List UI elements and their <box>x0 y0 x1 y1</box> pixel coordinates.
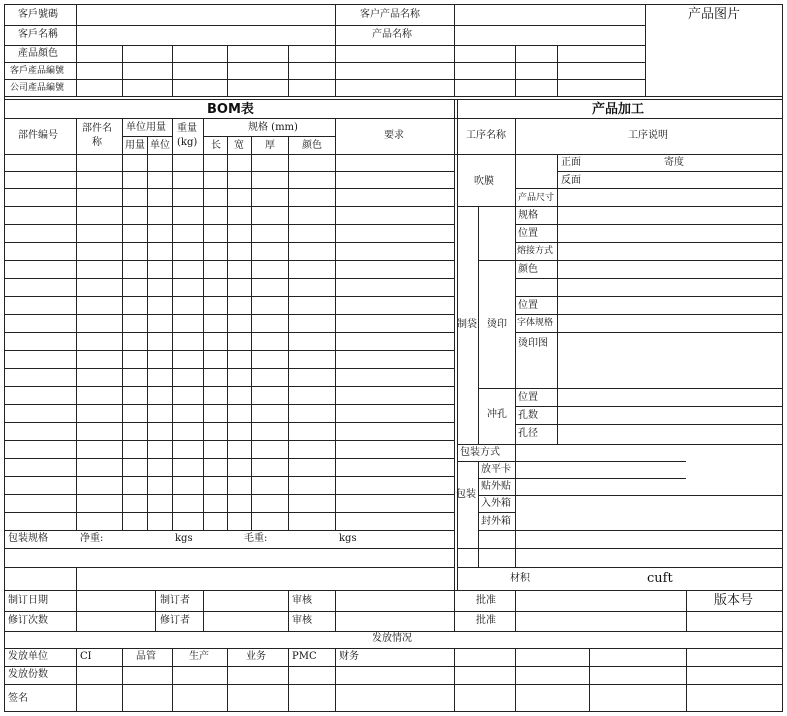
requirement-header: 要求 <box>384 130 404 141</box>
into-carton-label: 入外箱 <box>481 498 511 509</box>
gross-weight-unit: kgs <box>339 533 357 544</box>
punch-label: 冲孔 <box>487 409 507 420</box>
customer-code-label: 客戶號碼 <box>18 9 58 20</box>
part-name-header-2: 称 <box>92 137 102 148</box>
outer-label-label: 贴外贴 <box>481 481 511 492</box>
finance-label: 财务 <box>339 651 359 662</box>
spec-header: 规格 (mm) <box>248 122 298 133</box>
font-spec-label: 字体规格 <box>517 318 554 328</box>
spec-label: 规格 <box>518 210 538 221</box>
front-label: 正面 <box>561 157 581 168</box>
customer-product-name-label: 客户产品名称 <box>360 9 420 20</box>
version-label: 版本号 <box>714 593 754 608</box>
hole-count-label: 孔数 <box>518 410 538 421</box>
company-product-no-label: 公司產品編號 <box>10 83 65 93</box>
usage-header: 用量 <box>125 140 145 151</box>
maker-label: 制订者 <box>160 595 190 606</box>
net-weight-unit: kgs <box>175 533 193 544</box>
reviser-label: 修订者 <box>160 615 190 626</box>
weight-header-2: (kg) <box>177 137 198 148</box>
product-name-label: 产品名称 <box>372 29 412 40</box>
unit-header: 单位 <box>150 140 170 151</box>
back-label: 反面 <box>561 175 581 186</box>
part-no-header: 部件编号 <box>18 130 58 141</box>
bag-making-label: 制袋 <box>457 319 477 330</box>
length-header: 长 <box>211 140 221 151</box>
width-header: 宽 <box>234 140 244 151</box>
position2-label: 位置 <box>518 300 538 311</box>
degree-label: 寄度 <box>664 157 684 168</box>
position-label: 位置 <box>518 228 538 239</box>
distribution-label: 发放情况 <box>372 633 412 644</box>
net-weight-label: 净重: <box>80 533 104 544</box>
product-size-label: 产品尺寸 <box>518 193 555 203</box>
stamp-image-label: 烫印图 <box>518 338 548 349</box>
signature-label: 签名 <box>8 693 28 704</box>
pack-method-label: 包装方式 <box>460 447 500 458</box>
unit-usage-header: 单位用量 <box>126 122 166 133</box>
product-image-label: 产品图片 <box>688 7 741 22</box>
business-label: 业务 <box>246 651 266 662</box>
step-desc-header: 工序说明 <box>628 130 668 141</box>
weight-header-1: 重量 <box>177 123 197 134</box>
review-label: 审核 <box>292 595 312 606</box>
gross-weight-label: 毛重: <box>244 533 268 544</box>
seal-carton-label: 封外箱 <box>481 516 511 527</box>
bom-title: BOM表 <box>207 102 254 117</box>
thickness-header: 厚 <box>265 140 275 151</box>
pmc-label: PMC <box>292 651 317 662</box>
made-date-label: 制订日期 <box>8 595 48 606</box>
issue-unit-label: 发放单位 <box>8 651 48 662</box>
qc-label: 品管 <box>136 651 156 662</box>
color-label: 颜色 <box>518 264 538 275</box>
packing-spec-label: 包装规格 <box>8 533 48 544</box>
product-color-label: 產品顏色 <box>18 48 58 59</box>
seal-method-label: 熔接方式 <box>517 246 554 256</box>
review2-label: 审核 <box>292 615 312 626</box>
approve2-label: 批准 <box>476 615 496 626</box>
customer-name-label: 客戶名稱 <box>18 29 58 40</box>
packing-label: 包装 <box>456 489 476 500</box>
blow-film-label: 吹膜 <box>474 176 494 187</box>
hot-stamp-label: 烫印 <box>487 319 507 330</box>
part-name-header-1: 部件名 <box>82 123 112 134</box>
revision-count-label: 修订次数 <box>8 615 48 626</box>
material-label: 材积 <box>510 573 530 584</box>
approve-label: 批准 <box>476 595 496 606</box>
cuft-label: cuft <box>647 571 673 586</box>
customer-product-no-label: 客戶產品編號 <box>10 66 65 76</box>
flat-card-label: 放平卡 <box>481 464 511 475</box>
color-header: 颜色 <box>302 140 322 151</box>
process-title: 产品加工 <box>592 102 645 117</box>
hole-diameter-label: 孔径 <box>518 428 538 439</box>
production-label: 生产 <box>189 651 209 662</box>
issue-copies-label: 发放份数 <box>8 669 48 680</box>
step-name-header: 工序名称 <box>466 130 506 141</box>
ci-label: CI <box>80 651 92 662</box>
position3-label: 位置 <box>518 392 538 403</box>
